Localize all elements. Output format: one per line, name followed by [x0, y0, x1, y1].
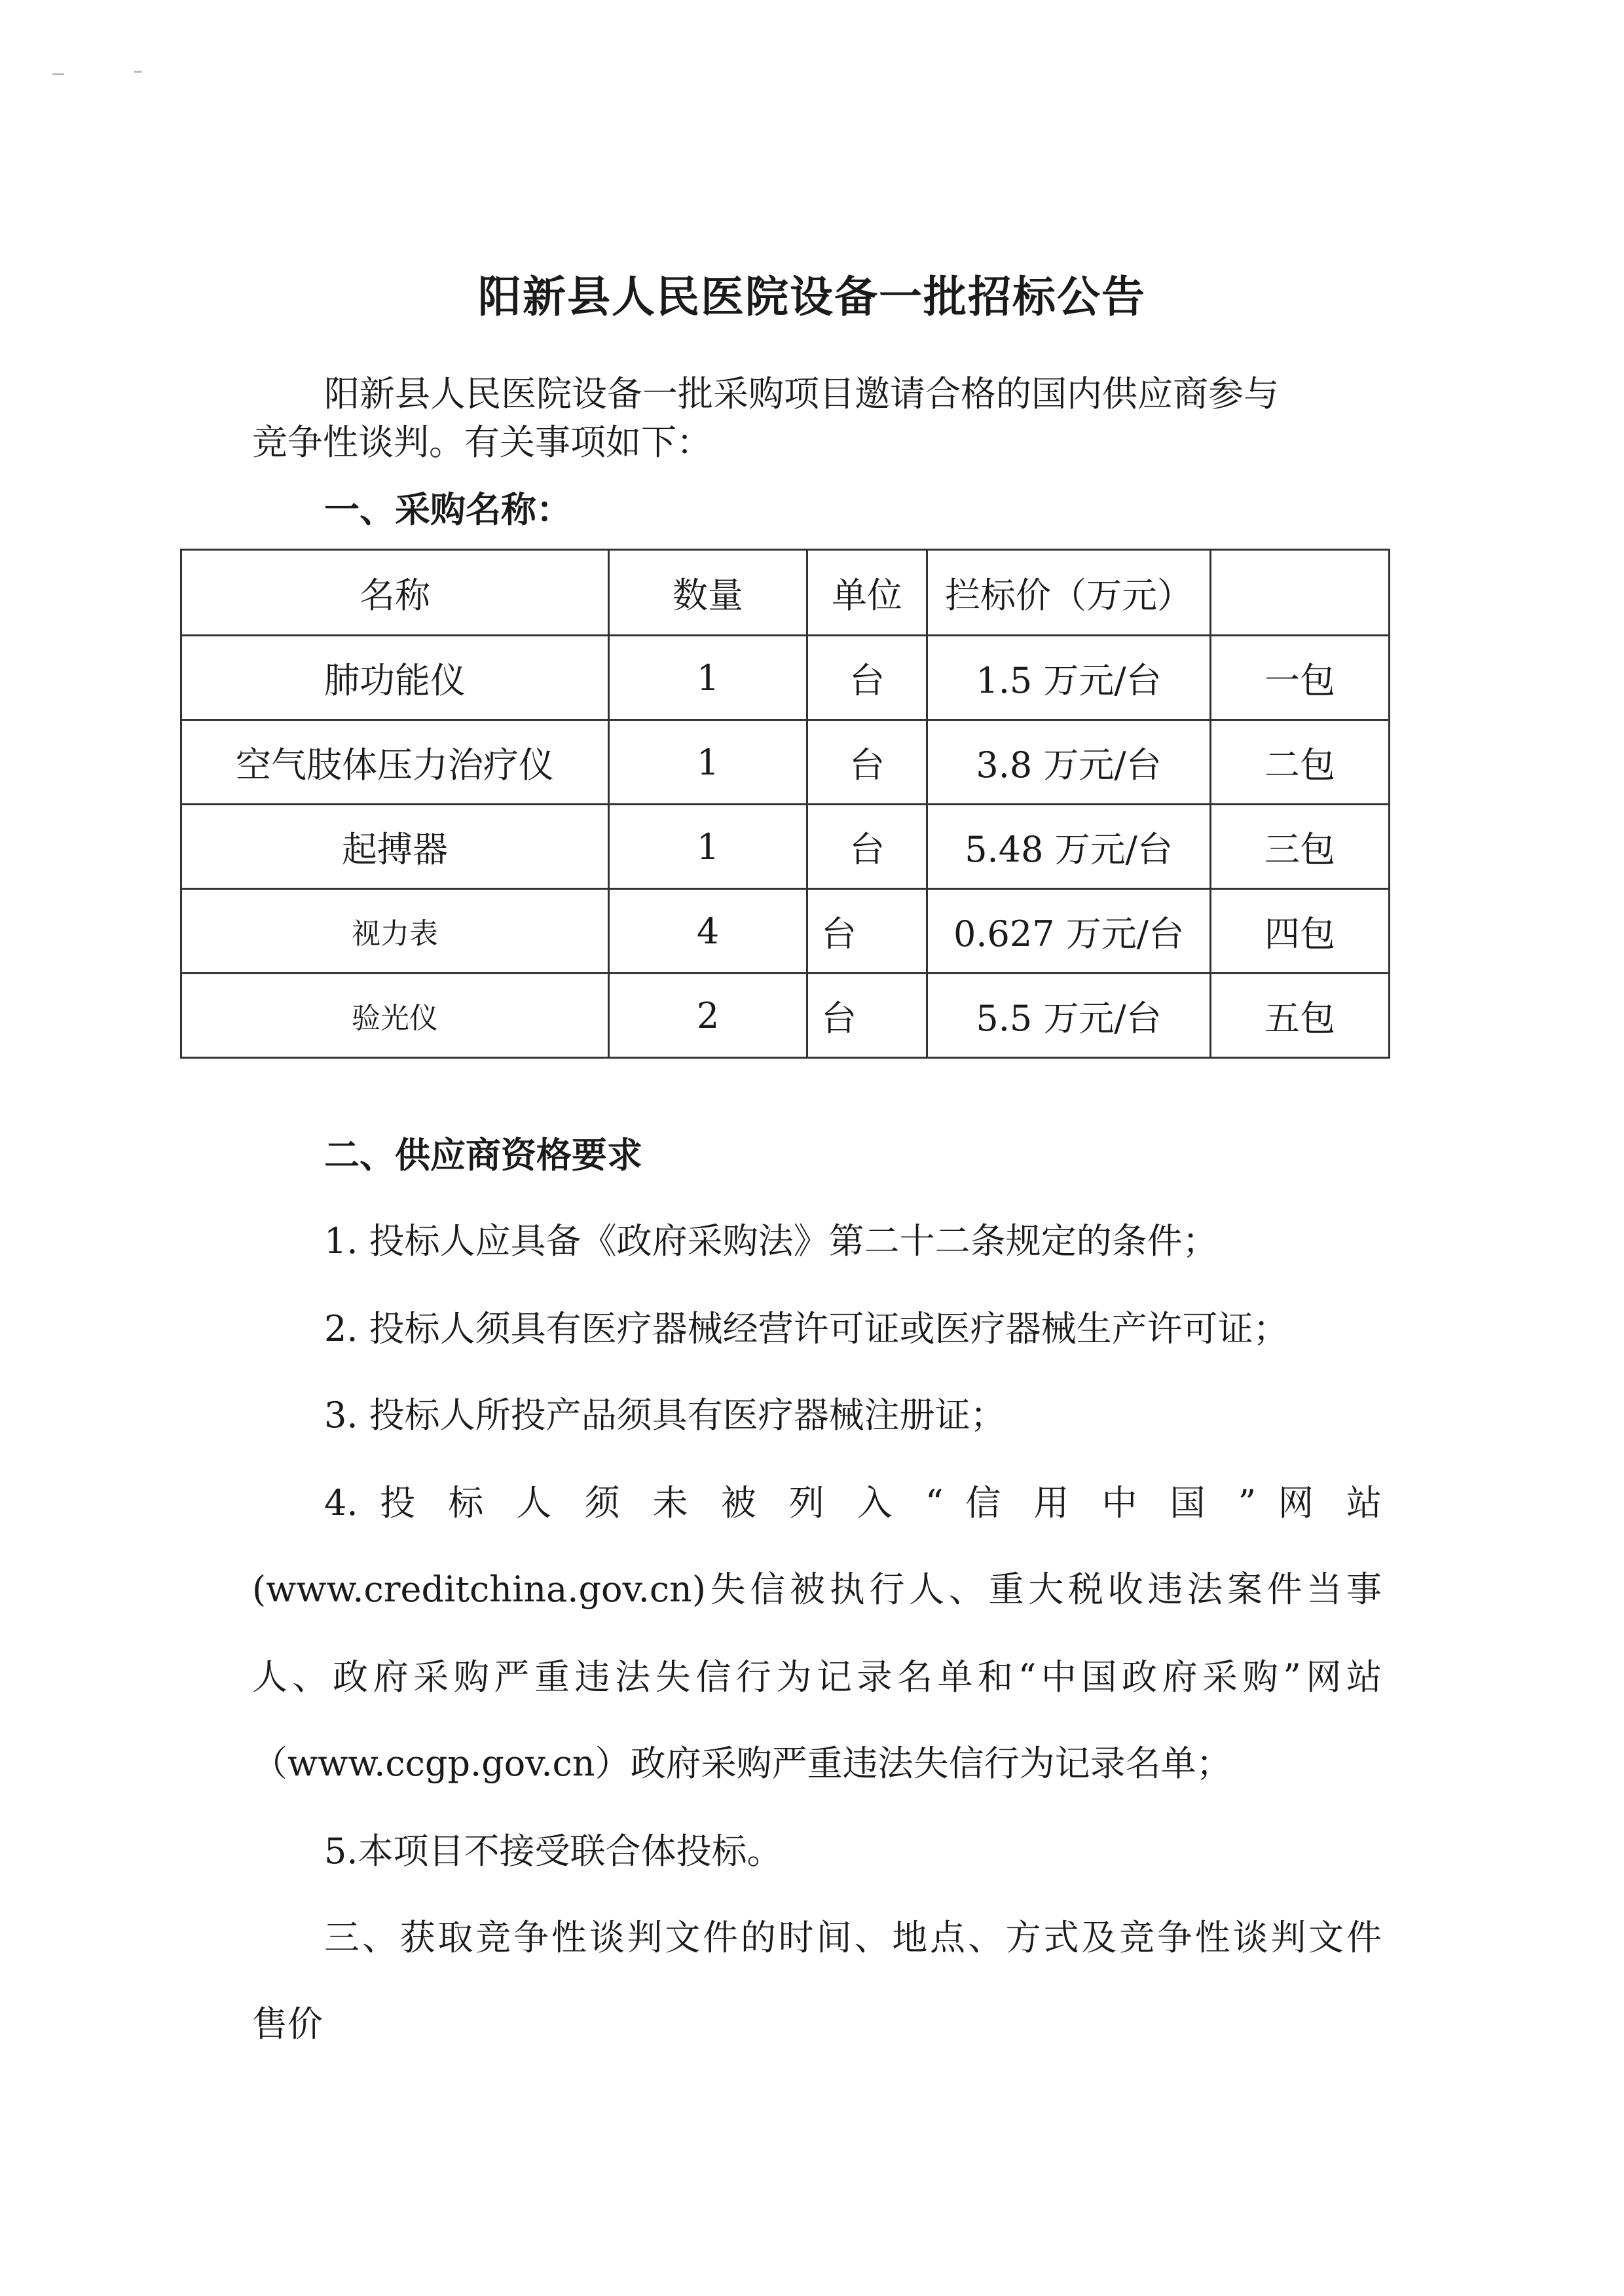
header-package — [1211, 550, 1390, 636]
item-name: 空气肢体压力治疗仪 — [181, 720, 609, 805]
item-quantity: 1 — [609, 636, 807, 720]
requirement-4-line-1: 4. 投 标 人 须 未 被 列 入 “ 信 用 中 国 ” 网 站 — [324, 1482, 1382, 1523]
item-name: 肺功能仪 — [181, 636, 609, 720]
item-quantity: 4 — [609, 889, 807, 974]
requirement-4-line-3: 人、政府采购严重违法失信行为记录名单和“中国政府采购”网站 — [252, 1656, 1382, 1698]
table-row — [181, 805, 1390, 889]
item-name: 起搏器 — [181, 805, 609, 889]
item-price: 3.8 万元/台 — [927, 720, 1211, 805]
requirement-1: 1. 投标人应具备《政府采购法》第二十二条规定的条件； — [324, 1220, 1218, 1262]
item-name: 视力表 — [181, 889, 609, 974]
requirement-2: 2. 投标人须具有医疗器械经营许可证或医疗器械生产许可证； — [324, 1308, 1289, 1349]
item-price: 0.627 万元/台 — [927, 889, 1211, 974]
table-row — [181, 636, 1390, 720]
scan-speck — [134, 71, 142, 73]
section-2-heading: 二、供应商资格要求 — [324, 1134, 642, 1176]
item-unit: 台 — [807, 805, 927, 889]
item-quantity: 2 — [609, 974, 807, 1058]
item-quantity: 1 — [609, 720, 807, 805]
item-package: 二包 — [1211, 720, 1390, 805]
item-price: 5.48 万元/台 — [927, 805, 1211, 889]
table-row — [181, 889, 1390, 974]
item-unit: 台 — [807, 974, 927, 1058]
intro-line-2: 竞争性谈判。有关事项如下： — [252, 422, 712, 463]
header-name: 名称 — [181, 550, 609, 636]
table-row — [181, 720, 1390, 805]
item-package: 四包 — [1211, 889, 1390, 974]
requirement-4-line-2: (www.creditchina.gov.cn)失信被执行人、重大税收违法案件当事 — [252, 1569, 1382, 1610]
header-unit: 单位 — [807, 550, 927, 636]
item-unit: 台 — [807, 720, 927, 805]
section-3-heading-line-1: 三、获取竞争性谈判文件的时间、地点、方式及竞争性谈判文件 — [324, 1917, 1382, 1958]
item-quantity: 1 — [609, 805, 807, 889]
header-price: 拦标价（万元） — [927, 550, 1211, 636]
requirement-3: 3. 投标人所投产品须具有医疗器械注册证； — [324, 1394, 1006, 1436]
document-title: 阳新县人民医院设备一批招标公告 — [478, 271, 1146, 322]
item-unit: 台 — [807, 889, 927, 974]
item-package: 五包 — [1211, 974, 1390, 1058]
section-1-heading: 一、采购名称： — [324, 488, 572, 530]
scan-speck — [52, 73, 64, 75]
table-header-row — [181, 550, 1390, 636]
requirement-5: 5.本项目不接受联合体投标。 — [324, 1831, 783, 1872]
item-package: 三包 — [1211, 805, 1390, 889]
intro-line-1: 阳新县人民医院设备一批采购项目邀请合格的国内供应商参与 — [324, 373, 1279, 414]
table-row — [181, 974, 1390, 1058]
item-unit: 台 — [807, 636, 927, 720]
procurement-table — [180, 549, 1390, 1059]
section-3-heading-line-2: 售价 — [252, 2003, 323, 2045]
header-quantity: 数量 — [609, 550, 807, 636]
requirement-4-line-4: （www.ccgp.gov.cn）政府采购严重违法失信行为记录名单； — [252, 1743, 1232, 1784]
item-price: 1.5 万元/台 — [927, 636, 1211, 720]
item-package: 一包 — [1211, 636, 1390, 720]
item-name: 验光仪 — [181, 974, 609, 1058]
item-price: 5.5 万元/台 — [927, 974, 1211, 1058]
